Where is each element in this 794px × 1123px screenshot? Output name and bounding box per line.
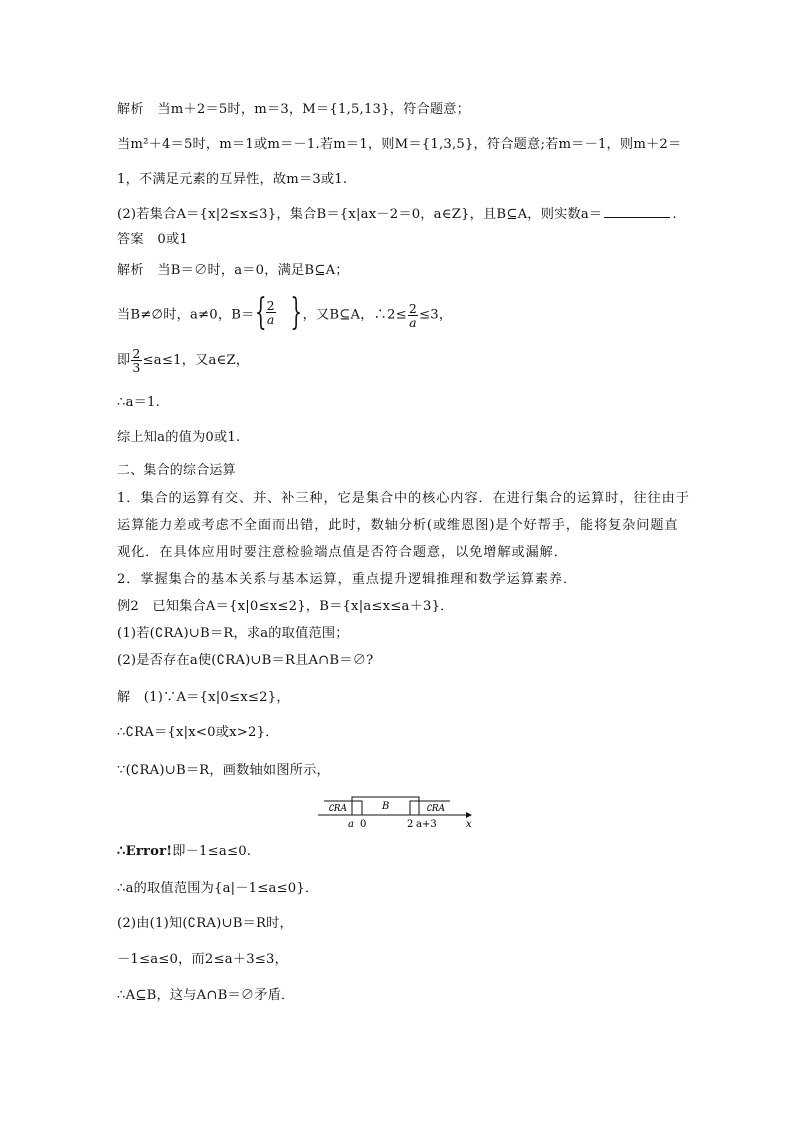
fraction-2-over-a: $\frac{2}{a}$ xyxy=(266,298,275,327)
solution-line-4 xyxy=(117,843,682,861)
section-heading: 二、集合的综合运算 xyxy=(117,463,236,478)
set-b-braces: { $\frac{2}{a}$ } xyxy=(254,292,303,333)
answer-blank xyxy=(604,205,670,218)
number-line-diagram xyxy=(316,794,480,830)
label-complement-left: ∁RA xyxy=(328,804,348,814)
line-7-post: ≤3， xyxy=(418,307,453,323)
solution-line-8: ∴A⊆B，这与A∩B＝∅矛盾． xyxy=(117,988,295,1003)
question-2-text: (2)若集合A＝{x|2≤x≤3}，集合B＝{x|ax－2＝0，a∈Z}，且B⊆A，则实数a＝ xyxy=(117,207,603,222)
solution-line-1: 解 (1)∵A＝{x|0≤x≤2}， xyxy=(117,690,290,705)
para-2: 2．掌握集合的基本关系与基本运算，重点提升逻辑推理和数学运算素养． xyxy=(117,572,578,587)
line-9: ∴a＝1. xyxy=(117,395,161,410)
line-7-mid: ，又B⊆A，∴2≤ xyxy=(302,307,407,323)
question-2 xyxy=(117,205,682,224)
line-8 xyxy=(117,346,682,376)
solution-line-5: ∴a的取值范围为{a|－1≤a≤0}． xyxy=(117,881,319,896)
example-2-q1: (1)若(∁RA)∪B＝R，求a的取值范围； xyxy=(117,626,349,641)
fraction-2-over-3: $\frac{2}{3}$ xyxy=(132,346,141,375)
example-2: 例2 已知集合A＝{x|0≤x≤2}，B＝{x|a≤x≤a＋3}． xyxy=(117,599,454,614)
line-1 xyxy=(117,101,682,119)
analysis-label-2: 解析 xyxy=(117,263,145,278)
fraction-2-over-a-2: $\frac{2}{a}$ xyxy=(408,300,417,330)
line-6-text: 当B＝∅时，a＝0，满足B⊆A； xyxy=(144,263,349,278)
analysis-label: 解析 xyxy=(117,102,145,117)
answer-text: 0或1 xyxy=(144,232,188,247)
line-1-text: 当m＋2＝5时，m＝3，M＝{1,5,13}，符合题意； xyxy=(144,102,471,117)
tick-label-a: a xyxy=(348,819,354,830)
line-2: 当m²＋4＝5时，m＝1或m＝－1.若m＝1，则M＝{1,3,5}，符合题意;若m＝－1，则m＋2＝ xyxy=(117,137,682,152)
axis-label-x: x xyxy=(466,819,472,830)
solution-line-2: ∴∁RA＝{x|x<0或x>2}． xyxy=(117,725,279,740)
answer-label: 答案 xyxy=(117,232,145,247)
solution-line-6: (2)由(1)知(∁RA)∪B＝R时， xyxy=(117,916,293,931)
solution-line-7: －1≤a≤0，而2≤a＋3≤3， xyxy=(117,952,289,967)
line-6 xyxy=(117,262,682,280)
para-1-line-1: 1．集合的运算有交、并、补三种，它是集合中的核心内容．在进行集合的运算时，往往由于 xyxy=(117,491,690,506)
para-1-line-3: 观化．在具体应用时要注意检验端点值是否符合题意，以免增解或漏解． xyxy=(117,545,568,560)
line-8-pre: 即 xyxy=(117,353,131,368)
line-7-pre: 当B≠∅时，a≠0，B＝ xyxy=(117,307,255,323)
line-7 xyxy=(117,292,682,334)
tick-label-0: 0 xyxy=(360,819,367,830)
tick-label-a-plus-3: a+3 xyxy=(416,819,437,830)
line-3: 1，不满足元素的互异性，故m＝3或1. xyxy=(117,172,348,187)
label-set-b: B xyxy=(382,801,390,812)
axis-arrow xyxy=(466,812,472,818)
tick-label-2: 2 xyxy=(407,819,414,830)
question-2-end: . xyxy=(672,207,677,222)
label-complement-right: ∁RA xyxy=(426,804,446,814)
line-8-post: ≤a≤1，又a∈Z， xyxy=(142,353,250,368)
solution-line-4-text: 即－1≤a≤0. xyxy=(172,844,252,859)
answer-line xyxy=(117,231,682,249)
solution-line-3: ∵(∁RA)∪B＝R，画数轴如图所示， xyxy=(117,763,330,778)
line-10: 综上知a的值为0或1. xyxy=(117,430,241,445)
para-1-line-2: 运算能力差或考虑不全面而出错，此时，数轴分析(或维恩图)是个好帮手，能将复杂问题直 xyxy=(117,518,679,533)
example-2-q2: (2)是否存在a使(∁RA)∪B＝R且A∩B＝∅? xyxy=(117,653,374,668)
error-text: ∴Error! xyxy=(117,844,173,859)
